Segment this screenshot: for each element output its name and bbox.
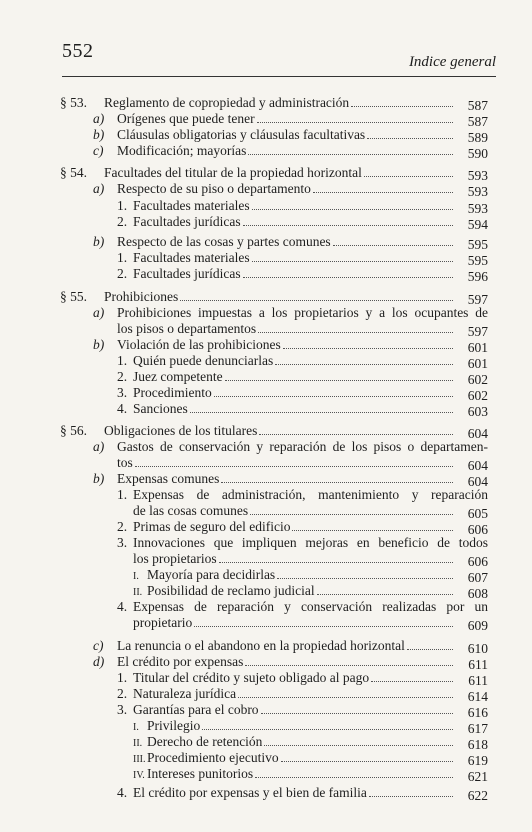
running-header-title: Indice general <box>408 54 496 70</box>
dot-leader <box>369 796 453 797</box>
toc-entry-title: Sanciones <box>133 401 188 416</box>
toc-entry-page: 595 <box>467 253 488 268</box>
toc-entry-title: los propietarios <box>133 551 217 566</box>
toc-entry-page: 604 <box>467 458 488 473</box>
toc-entry-page: 589 <box>467 130 488 145</box>
toc-entry-page: 610 <box>467 641 488 656</box>
toc-entry-marker: 2. <box>117 519 128 534</box>
toc-entry-marker: a) <box>93 439 105 454</box>
toc-entry-title: Titular del crédito y sujeto obligado al pago <box>133 670 370 685</box>
toc-entry-page: 614 <box>467 689 488 704</box>
toc-entry-marker: 1. <box>117 487 128 502</box>
toc-entry-page: 593 <box>467 184 488 199</box>
toc-entry <box>133 750 279 765</box>
toc-entry <box>133 583 315 598</box>
toc-entry-title: Orígenes que puede tener <box>117 111 255 126</box>
toc-entry-title: Expensas de reparación y conservación realizadas por un <box>133 599 488 614</box>
dot-leader <box>202 729 453 730</box>
toc-entry <box>93 111 255 126</box>
dot-leader <box>264 745 453 746</box>
toc-entry <box>133 734 262 749</box>
toc-entry-page: 608 <box>467 586 488 601</box>
toc-entry-title: Innovaciones que impliquen mejoras en beneficio de todos <box>133 535 488 550</box>
toc-entry-title: Reglamento de copropiedad y administración <box>104 95 350 110</box>
toc-entry-title: Posibilidad de reclamo judicial <box>147 583 315 598</box>
dot-leader <box>255 777 453 778</box>
toc-entry-page: 597 <box>467 292 488 307</box>
toc-entry-marker: 2. <box>117 214 128 229</box>
toc-entry-page: 594 <box>467 217 488 232</box>
toc-entry-marker: a) <box>93 305 105 320</box>
toc-entry-title: propietario <box>133 615 193 630</box>
toc-entry-page: 595 <box>467 237 488 252</box>
toc-entry <box>133 551 217 566</box>
dot-leader <box>190 412 453 413</box>
toc-entry-marker: 2. <box>117 686 128 701</box>
toc-entry-title: Mayoría para decidirlas <box>147 567 276 582</box>
toc-entry-title: Procedimiento ejecutivo <box>147 750 279 765</box>
toc-entry <box>117 535 488 550</box>
page-number: 552 <box>62 40 94 62</box>
dot-leader <box>214 396 453 397</box>
toc-entry-marker: 3. <box>117 535 128 550</box>
toc-entry <box>117 670 369 685</box>
dot-leader <box>371 681 453 682</box>
toc-entry-title: Respecto de su piso o departamento <box>117 181 311 196</box>
toc-entry-page: 606 <box>467 522 488 537</box>
toc-entry-marker: I. <box>133 722 139 733</box>
toc-entry <box>117 369 223 384</box>
dot-leader <box>364 176 453 177</box>
toc-entry <box>93 439 488 454</box>
toc-entry <box>117 214 241 229</box>
toc-entry-title: Garantías para el cobro <box>133 702 259 717</box>
toc-entry-page: 587 <box>467 114 488 129</box>
toc-entry-page: 604 <box>467 474 488 489</box>
header-rule <box>62 76 496 77</box>
toc-entry-title: El crédito por expensas <box>117 654 244 669</box>
dot-leader <box>248 154 453 155</box>
toc-entry-marker: 3. <box>117 385 128 400</box>
toc-entry-page: 597 <box>467 324 488 339</box>
toc-entry-page: 618 <box>467 737 488 752</box>
toc-entry-title: de las cosas comunes <box>133 503 249 518</box>
dot-leader <box>250 514 453 515</box>
toc-entry-title: Primas de seguro del edificio <box>133 519 291 534</box>
toc-entry <box>133 567 275 582</box>
toc-entry <box>93 471 219 486</box>
toc-entry-marker: 1. <box>117 670 128 685</box>
dot-leader <box>259 434 453 435</box>
dot-leader <box>261 713 453 714</box>
toc-entry-marker: 4. <box>117 401 128 416</box>
dot-leader <box>252 261 453 262</box>
dot-leader <box>333 245 453 246</box>
toc-entry-marker: 3. <box>117 702 128 717</box>
toc-entry-marker: § 53. <box>60 95 87 110</box>
dot-leader <box>367 138 453 139</box>
toc-entry-marker: b) <box>93 337 105 352</box>
toc-entry <box>117 250 250 265</box>
toc-entry-title: Quién puede denunciarlas <box>133 353 274 368</box>
dot-leader <box>281 761 453 762</box>
toc-entry-marker: b) <box>93 234 105 249</box>
toc-entry-marker: b) <box>93 471 105 486</box>
toc-entry-page: 622 <box>467 788 488 803</box>
toc-entry-page: 603 <box>467 404 488 419</box>
toc-entry-title: Respecto de las cosas y partes comunes <box>117 234 331 249</box>
toc-entry-page: 621 <box>467 769 488 784</box>
dot-leader <box>351 106 453 107</box>
toc-entry-marker: § 54. <box>60 165 87 180</box>
toc-entry <box>60 165 362 180</box>
toc-entry <box>93 337 281 352</box>
toc-entry-title: Privilegio <box>147 718 201 733</box>
toc-entry-title: Violación de las prohibiciones <box>117 337 281 352</box>
toc-entry-marker: a) <box>93 111 105 126</box>
toc-entry <box>117 487 488 502</box>
toc-entry-title: Facultades materiales <box>133 250 250 265</box>
toc-entry-title: Prohibiciones impuestas a los propietarios y a los ocupantes de <box>117 305 488 320</box>
toc-entry-title: Facultades materiales <box>133 198 250 213</box>
toc-entry-page: 602 <box>467 372 488 387</box>
toc-entry <box>117 519 290 534</box>
toc-entry-page: 587 <box>467 98 488 113</box>
toc-entry-marker: § 55. <box>60 289 87 304</box>
toc-entry <box>60 95 349 110</box>
toc-entry <box>133 718 200 733</box>
dot-leader <box>245 665 453 666</box>
toc-entry-title: Expensas de administración, mantenimiento y reparación <box>133 487 488 502</box>
dot-leader <box>277 578 453 579</box>
dot-leader <box>219 562 453 563</box>
toc-entry-page: 602 <box>467 388 488 403</box>
toc-entry-page: 609 <box>467 618 488 633</box>
toc-entry-page: 596 <box>467 269 488 284</box>
toc-entry <box>117 401 188 416</box>
dot-leader <box>275 364 453 365</box>
toc-entry-marker: b) <box>93 127 105 142</box>
dot-leader <box>258 332 453 333</box>
dot-leader <box>135 466 453 467</box>
toc-entry-title: Prohibiciones <box>104 289 179 304</box>
toc-entry-marker: § 56. <box>60 423 87 438</box>
dot-leader <box>243 277 453 278</box>
toc-entry-page: 619 <box>467 753 488 768</box>
toc-entry-page: 593 <box>467 201 488 216</box>
toc-entry <box>93 181 311 196</box>
toc-entry-title: Obligaciones de los titulares <box>104 423 258 438</box>
toc-entry-marker: II. <box>133 738 143 749</box>
dot-leader <box>180 300 453 301</box>
toc-entry-title: La renuncia o el abandono en la propiedad horizontal <box>117 638 405 653</box>
toc-entry <box>117 785 367 800</box>
toc-entry <box>117 702 259 717</box>
toc-entry-title: Facultades jurídicas <box>133 214 241 229</box>
toc-entry-marker: 1. <box>117 250 128 265</box>
toc-entry-page: 604 <box>467 426 488 441</box>
dot-leader <box>257 122 453 123</box>
toc-entry-marker: IV. <box>133 770 145 781</box>
toc-entry <box>93 305 488 320</box>
toc-entry-page: 616 <box>467 705 488 720</box>
toc-entry-title: Expensas comunes <box>117 471 220 486</box>
toc-entry-marker: 1. <box>117 198 128 213</box>
dot-leader <box>313 192 453 193</box>
toc-entry-page: 611 <box>468 657 488 672</box>
toc-entry <box>117 321 256 336</box>
toc-entry <box>117 455 133 470</box>
dot-leader <box>238 697 453 698</box>
toc-entry-title: El crédito por expensas y el bien de familia <box>133 785 367 800</box>
toc-entry-page: 590 <box>467 146 488 161</box>
toc-entry-page: 601 <box>467 340 488 355</box>
toc-entry <box>133 503 248 518</box>
dot-leader <box>407 649 453 650</box>
toc-entry <box>117 385 212 400</box>
dot-leader <box>252 209 453 210</box>
toc-entry-marker: II. <box>133 587 143 598</box>
dot-leader <box>243 225 453 226</box>
toc-entry <box>117 686 236 701</box>
toc-entry <box>60 289 178 304</box>
toc-entry-title: Facultades jurídicas <box>133 266 241 281</box>
dot-leader <box>283 348 453 349</box>
toc-entry-title: Gastos de conservación y reparación de los pisos o departamen- <box>117 439 488 454</box>
toc-entry-title: Facultades del titular de la propiedad horizontal <box>104 165 362 180</box>
toc-entry <box>60 423 257 438</box>
toc-entry-marker: 4. <box>117 599 128 614</box>
toc-entry-page: 611 <box>468 673 488 688</box>
dot-leader <box>225 380 453 381</box>
toc-entry <box>133 615 192 630</box>
toc-entry-page: 606 <box>467 554 488 569</box>
toc-entry-title: Naturaleza jurídica <box>133 686 237 701</box>
toc-entry-title: Modificación; mayorías <box>117 143 247 158</box>
toc-entry-page: 601 <box>467 356 488 371</box>
toc-entry <box>117 266 241 281</box>
toc-entry-title: Juez competente <box>133 369 223 384</box>
toc-entry <box>117 198 250 213</box>
toc-entry-title: Procedimiento <box>133 385 212 400</box>
toc-entry-title: Intereses punitorios <box>147 766 254 781</box>
toc-entry-marker: c) <box>93 143 104 158</box>
dot-leader <box>221 482 453 483</box>
toc-entry <box>93 143 246 158</box>
toc-entry-page: 617 <box>467 721 488 736</box>
toc-entry-marker: I. <box>133 571 139 582</box>
toc-entry <box>93 654 243 669</box>
toc-entry-page: 605 <box>467 506 488 521</box>
dot-leader <box>292 530 453 531</box>
toc-entry-marker: 1. <box>117 353 128 368</box>
toc-entry <box>93 234 331 249</box>
toc-entry <box>93 127 365 142</box>
toc-entry-title: los pisos o departamentos <box>117 321 257 336</box>
toc-entry-title: Derecho de retención <box>147 734 263 749</box>
dot-leader <box>194 626 453 627</box>
toc-entry <box>133 766 253 781</box>
toc-entry <box>93 638 405 653</box>
toc-entry-marker: III. <box>133 754 146 765</box>
toc-entry-page: 593 <box>467 168 488 183</box>
dot-leader <box>317 594 453 595</box>
toc-entry <box>117 599 488 614</box>
toc-entry <box>117 353 273 368</box>
toc-entry-marker: c) <box>93 638 104 653</box>
toc-entry-marker: 2. <box>117 266 128 281</box>
toc-entry-title: Cláusulas obligatorias y cláusulas facultativas <box>117 127 366 142</box>
toc-entry-marker: 4. <box>117 785 128 800</box>
toc-entry-title: tos <box>117 455 133 470</box>
toc-entry-page: 607 <box>467 570 488 585</box>
toc-entry-marker: d) <box>93 654 105 669</box>
toc-entry-marker: a) <box>93 181 105 196</box>
toc-entry-marker: 2. <box>117 369 128 384</box>
